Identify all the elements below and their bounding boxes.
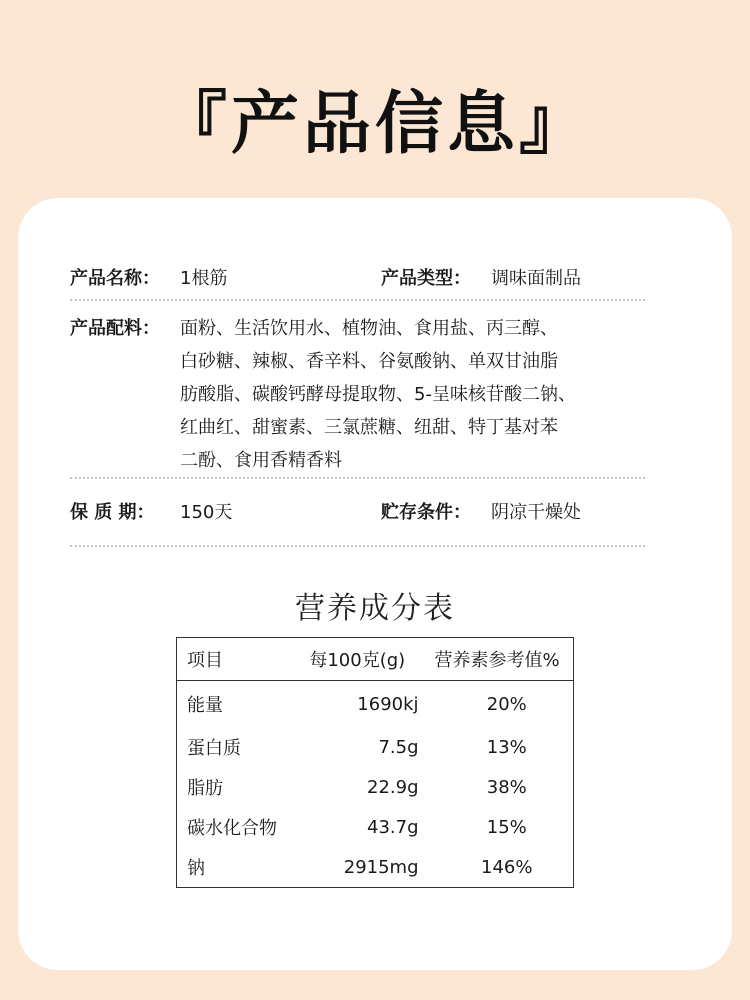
nutrient-nrv: 146% — [481, 856, 533, 878]
ingredients-line: 肪酸脂、碳酸钙酵母提取物、5-呈味核苷酸二钠、 — [180, 384, 576, 405]
nutrient-nrv: 13% — [486, 736, 527, 758]
table-row — [177, 727, 574, 767]
nutrient-name: 能量 — [187, 695, 223, 716]
product-name-label: 产品名称： — [70, 268, 160, 289]
nutrition-title: 营养成分表 — [295, 591, 455, 626]
ingredients-line: 白砂糖、辣椒、香辛料、谷氨酸钠、单双甘油脂 — [180, 351, 558, 372]
table-row — [177, 807, 574, 847]
shelf-storage-row — [70, 496, 645, 529]
nutrient-amount: 43.7g — [367, 816, 419, 838]
nutrient-amount: 1690kj — [357, 693, 419, 715]
product-name — [70, 262, 334, 295]
table-row — [177, 847, 574, 888]
shelf-life — [70, 496, 334, 529]
divider — [70, 477, 645, 479]
shelf-life-value: 150天 — [180, 502, 233, 523]
nutrition-table — [176, 637, 574, 888]
ingredients-row — [70, 312, 645, 477]
shelf-life-label: 保 质 期： — [70, 502, 155, 523]
nutrient-nrv: 20% — [486, 693, 527, 715]
header-nrv: 营养素参考值% — [431, 638, 574, 681]
header-per-100g: 每100克(g) — [287, 638, 430, 681]
table-row — [177, 681, 574, 728]
ingredients-line: 红曲红、甜蜜素、三氯蔗糖、纽甜、特丁基对苯 — [180, 417, 558, 438]
nutrient-nrv: 15% — [486, 816, 527, 838]
product-type-value: 调味面制品 — [491, 268, 581, 289]
storage-value: 阴凉干燥处 — [491, 502, 581, 523]
ingredients-line: 面粉、生活饮用水、植物油、食用盐、丙三醇、 — [180, 318, 558, 339]
nutrient-name: 钠 — [187, 858, 205, 879]
nutrient-amount: 22.9g — [367, 776, 419, 798]
table-header-row — [177, 638, 574, 681]
header-item: 项目 — [177, 638, 288, 681]
nutrient-name: 碳水化合物 — [187, 818, 277, 839]
nutrient-nrv: 38% — [486, 776, 527, 798]
storage-label: 贮存条件： — [381, 502, 471, 523]
ingredients-label: 产品配料： — [70, 318, 160, 339]
product-name-value: 1根筋 — [180, 268, 228, 289]
product-type-label: 产品类型： — [381, 268, 471, 289]
nutrient-amount: 2915mg — [343, 856, 419, 878]
divider — [70, 545, 645, 547]
divider — [70, 299, 645, 301]
ingredients-line: 二酚、食用香精香料 — [180, 450, 342, 471]
nutrient-name: 蛋白质 — [187, 738, 241, 759]
table-row — [177, 767, 574, 807]
storage — [334, 496, 645, 529]
nutrient-name: 脂肪 — [187, 778, 223, 799]
product-name-type-row — [70, 262, 645, 295]
product-type — [334, 262, 645, 295]
page-title: 『产品信息』 — [158, 84, 591, 164]
ingredients-value — [180, 312, 645, 477]
nutrient-amount: 7.5g — [378, 736, 419, 758]
